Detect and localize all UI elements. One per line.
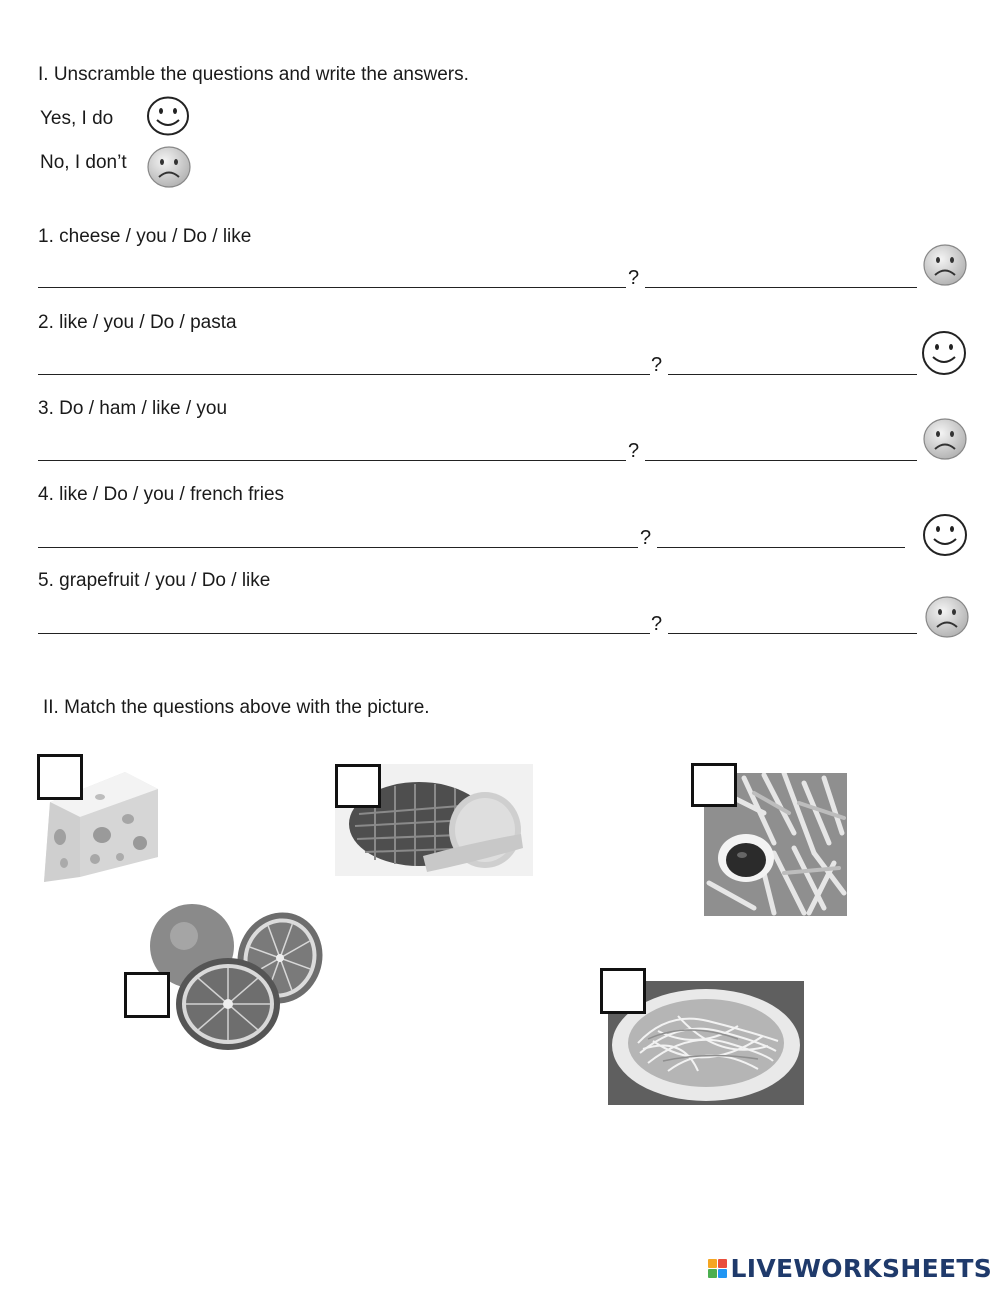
match-checkbox-french-fries[interactable] [691, 763, 737, 807]
question-answer-line[interactable] [38, 287, 626, 288]
logo-mark-icon [708, 1259, 727, 1278]
liveworksheets-logo[interactable] [708, 1254, 992, 1283]
section2-heading: II. Match the questions above with the picture. [43, 697, 430, 718]
sad-face-icon [922, 417, 968, 461]
sad-face-icon [922, 243, 968, 287]
match-checkbox-ham[interactable] [335, 764, 381, 808]
sad-face-icon [146, 145, 192, 189]
question-prompt: 2. like / you / Do / pasta [38, 312, 237, 333]
question-answer-line[interactable] [38, 374, 650, 375]
question-prompt: 4. like / Do / you / french fries [38, 484, 285, 505]
sad-face-icon [924, 595, 970, 639]
short-answer-line[interactable] [668, 374, 917, 375]
section1-heading: I. Unscramble the questions and write the answers. [38, 64, 469, 85]
short-answer-line[interactable] [657, 547, 905, 548]
legend-no-label: No, I don’t [40, 152, 127, 173]
question-mark: ? [628, 267, 640, 289]
question-answer-line[interactable] [38, 633, 650, 634]
logo-text: LIVEWORKSHEETS [730, 1254, 992, 1283]
happy-face-icon [146, 96, 190, 136]
question-mark: ? [640, 527, 652, 549]
question-prompt: 3. Do / ham / like / you [38, 398, 228, 419]
question-mark: ? [651, 613, 663, 635]
match-checkbox-grapefruit[interactable] [124, 972, 170, 1018]
short-answer-line[interactable] [645, 287, 917, 288]
happy-face-icon [922, 513, 968, 557]
question-answer-line[interactable] [38, 460, 626, 461]
question-mark: ? [651, 354, 663, 376]
question-answer-line[interactable] [38, 547, 638, 548]
question-prompt: 5. grapefruit / you / Do / like [38, 570, 271, 591]
short-answer-line[interactable] [645, 460, 917, 461]
match-checkbox-cheese[interactable] [37, 754, 83, 800]
legend-yes-label: Yes, I do [40, 108, 114, 129]
match-checkbox-pasta[interactable] [600, 968, 646, 1014]
question-prompt: 1. cheese / you / Do / like [38, 226, 252, 247]
short-answer-line[interactable] [668, 633, 917, 634]
happy-face-icon [921, 330, 967, 376]
question-mark: ? [628, 440, 640, 462]
